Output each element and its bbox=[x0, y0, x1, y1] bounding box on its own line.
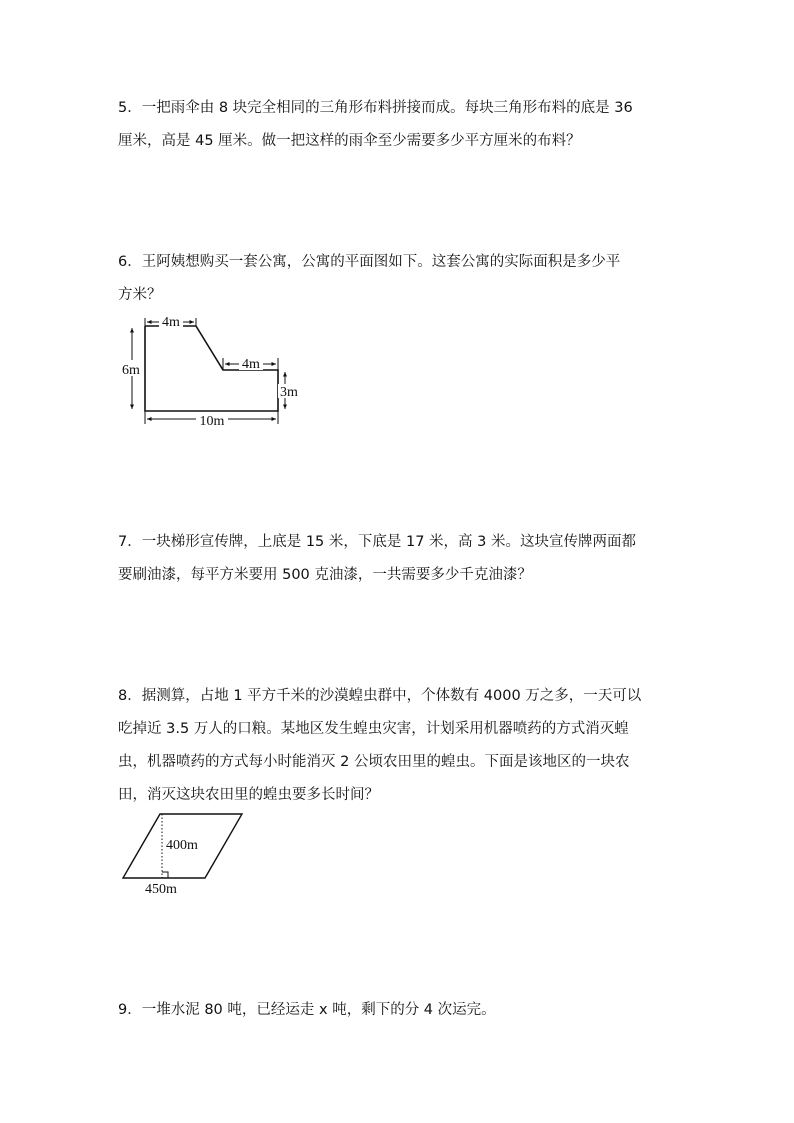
bottom-width-label: 10m bbox=[199, 414, 225, 429]
question-8 bbox=[118, 680, 678, 812]
question-6 bbox=[118, 246, 678, 312]
left-height-label: 6m bbox=[122, 363, 140, 378]
question-8-line-1: 8．据测算，占地 1 平方千米的沙漠蝗虫群中，个体数有 4000 万之多，一天可以 bbox=[118, 688, 642, 704]
top-width-label: 4m bbox=[162, 315, 180, 330]
question-7-line-1: 7．一块梯形宣传牌，上底是 15 米，下底是 17 米，高 3 米。这块宣传牌两面都 bbox=[118, 534, 637, 550]
question-6-line-2: 方米？ bbox=[118, 287, 162, 303]
question-6-line-1: 6．王阿姨想购买一套公寓，公寓的平面图如下。这套公寓的实际面积是多少平 bbox=[118, 254, 621, 270]
question-7-line-2: 要刷油漆，每平方米要用 500 克油漆，一共需要多少千克油漆？ bbox=[118, 567, 532, 583]
question-8-line-3: 虫，机器喷药的方式每小时能消灭 2 公顷农田里的蝗虫。下面是该地区的一块农 bbox=[118, 754, 630, 770]
base-label: 450m bbox=[145, 882, 177, 897]
question-9 bbox=[118, 994, 678, 1027]
right-height-label: 3m bbox=[280, 385, 298, 400]
question-9-line-1: 9．一堆水泥 80 吨，已经运走 x 吨，剩下的分 4 次运完。 bbox=[118, 1002, 496, 1018]
question-7 bbox=[118, 526, 678, 592]
question-5 bbox=[118, 92, 678, 158]
farmland-parallelogram bbox=[115, 808, 255, 903]
question-5-line-2: 厘米，高是 45 厘米。做一把这样的雨伞至少需要多少平方厘米的布料？ bbox=[118, 133, 581, 149]
right-angle-mark bbox=[162, 872, 168, 878]
height-label: 400m bbox=[166, 838, 198, 853]
question-8-line-4: 田，消灭这块农田里的蝗虫要多长时间？ bbox=[118, 787, 379, 803]
middle-width-label: 4m bbox=[242, 357, 260, 372]
apartment-floor-plan bbox=[110, 308, 310, 438]
question-5-line-1: 5．一把雨伞由 8 块完全相同的三角形布料拼接而成。每块三角形布料的底是 36 bbox=[118, 100, 633, 116]
question-8-line-2: 吃掉近 3.5 万人的口粮。某地区发生蝗虫灾害，计划采用机器喷药的方式消灭蝗 bbox=[118, 721, 629, 737]
